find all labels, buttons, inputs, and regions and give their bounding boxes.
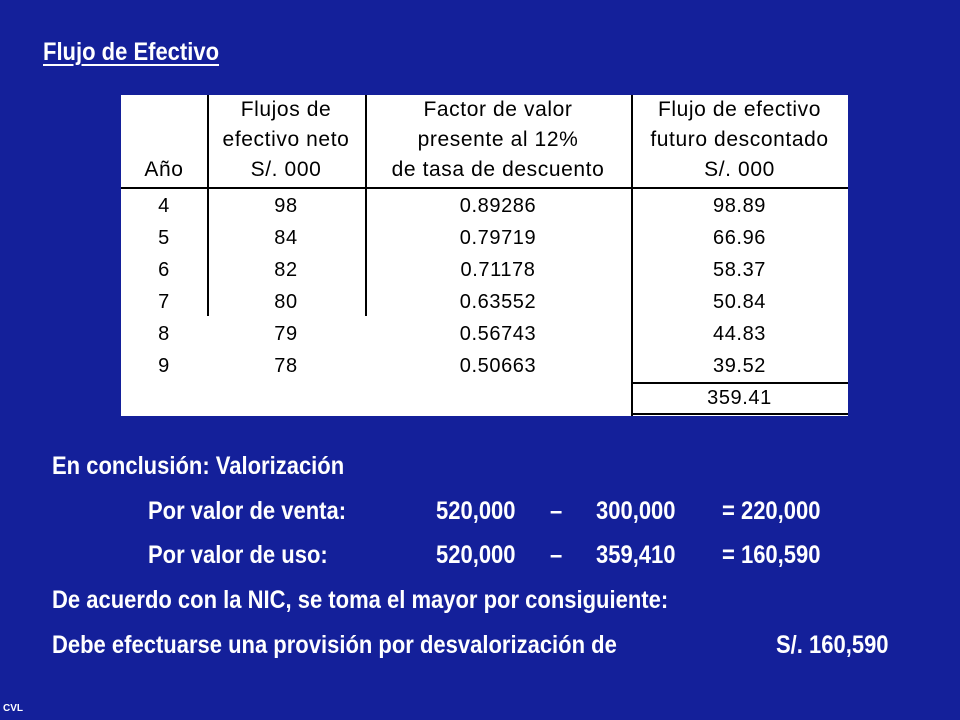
uso-operator: – [550,541,563,569]
header-flujos: Flujos de efectivo neto S/. 000 [222,98,350,181]
uso-amount-a: 520,000 [436,541,516,569]
cell-factor: 0.56743 [459,323,537,345]
provision-statement: Debe efectuarse una provisión por desvalorización de [52,631,617,659]
cell-flujo: 98 [274,195,298,217]
header-factor: Factor de valor presente al 12% de tasa de descuento [391,98,605,181]
cell-flujo: 79 [274,323,298,345]
footer-initials: CVL [3,703,23,714]
cell-anio: 8 [158,323,170,345]
cell-descontado: 66.96 [712,227,767,249]
venta-label: Por valor de venta: [148,497,347,525]
cell-anio: 6 [158,259,170,281]
cell-descontado: 39.52 [712,355,767,377]
cell-factor: 0.71178 [460,259,536,281]
uso-label: Por valor de uso: [148,541,328,569]
cell-factor: 0.50663 [459,355,537,377]
cell-flujo: 82 [274,259,298,281]
cell-descontado: 58.37 [712,259,767,281]
cell-anio: 9 [158,355,170,377]
header-divider [121,187,848,189]
venta-amount-b: 300,000 [596,497,676,525]
cell-descontado: 98.89 [712,195,767,217]
uso-result: = 160,590 [722,541,821,569]
cell-anio: 4 [158,195,170,217]
cell-factor: 0.79719 [459,227,537,249]
provision-amount: S/. 160,590 [776,631,889,659]
cell-anio: 7 [158,291,170,313]
cash-flow-table [121,95,848,416]
slide-title: Flujo de Efectivo [43,38,220,66]
cell-flujo: 78 [274,355,298,377]
nic-statement: De acuerdo con la NIC, se toma el mayor por consiguiente: [52,586,669,614]
venta-result: = 220,000 [722,497,821,525]
cell-flujo: 80 [274,291,298,313]
cell-anio: 5 [158,227,170,249]
cell-factor: 0.63552 [459,291,537,313]
total-line-bottom [631,413,848,415]
venta-operator: – [550,497,563,525]
uso-amount-b: 359,410 [596,541,676,569]
header-anio: Año [144,158,184,181]
header-descontado: Flujo de efectivo futuro descontado S/. 000 [650,98,829,181]
cell-factor: 0.89286 [459,195,537,217]
total-value: 359.41 [707,387,772,409]
cell-flujo: 84 [274,227,298,249]
cell-descontado: 50.84 [712,291,767,313]
cell-descontado: 44.83 [712,323,767,345]
venta-amount-a: 520,000 [436,497,516,525]
conclusion-heading: En conclusión: Valorización [52,452,345,480]
